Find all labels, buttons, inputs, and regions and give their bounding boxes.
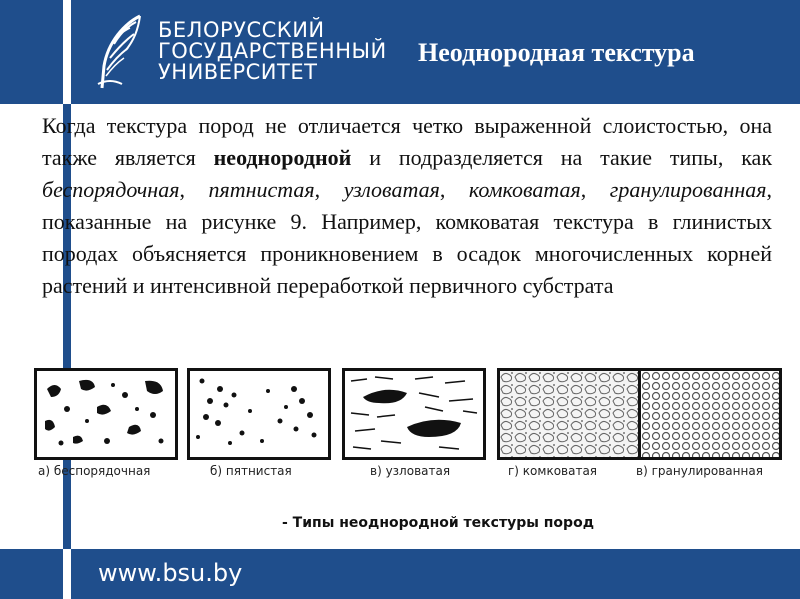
random-texture-image	[37, 371, 175, 457]
separator-3: ,	[439, 177, 469, 202]
university-name	[158, 20, 387, 83]
body-paragraph	[42, 110, 772, 302]
texture-panel-granular	[638, 368, 782, 460]
texture-type-5: гранулированная	[609, 177, 767, 202]
nodular-texture-image	[345, 371, 483, 457]
spotted-texture-image	[190, 371, 328, 457]
slide-title: Неоднородная текстура	[418, 38, 695, 67]
body-bold-term: неоднородной	[213, 145, 352, 170]
quill-feather-icon	[94, 14, 146, 90]
body-text-part-2: и подразделяется на такие типы, как	[351, 145, 773, 170]
texture-panel-nodular	[342, 368, 486, 460]
lumpy-texture-image	[500, 371, 638, 457]
caption-nodular: в) узловатая	[370, 464, 451, 478]
caption-lumpy: г) комковатая	[508, 464, 598, 478]
texture-type-4: комковатая	[468, 177, 581, 202]
texture-panel-lumpy	[497, 368, 641, 460]
university-name-line-2: ГОСУДАРСТВЕННЫЙ	[158, 39, 387, 63]
caption-granular: в) гранулированная	[636, 464, 763, 478]
texture-type-3: узловатая	[343, 177, 440, 202]
footer-url[interactable]: www.bsu.by	[98, 559, 243, 587]
header-divider	[63, 0, 71, 104]
texture-type-2: пятнистая	[208, 177, 315, 202]
caption-spotted: б) пятнистая	[210, 464, 292, 478]
separator-1: ,	[179, 177, 209, 202]
texture-panel-spotted	[187, 368, 331, 460]
texture-panel-random	[34, 368, 178, 460]
caption-random: а) беспорядочная	[38, 464, 151, 478]
texture-type-1: беспорядочная	[42, 177, 180, 202]
body-text-part-3: , показанные на рисунке 9. Например, комковатая текстура в глинистых породах объясняется проникновением в осадок многочисленных корней растений и интенсивной переработкой первичного субстрата	[42, 177, 773, 298]
university-name-line-1: БЕЛОРУССКИЙ	[158, 18, 325, 42]
granular-texture-image	[641, 371, 779, 457]
footer-divider	[63, 549, 71, 599]
footer-bar	[0, 549, 800, 599]
body-text-part-1: Когда текстура пород не отличается четко выраженной слоистостью, она также является	[42, 113, 772, 170]
header-bar	[0, 0, 800, 104]
figure-caption: - Типы неоднородной текстуры пород	[282, 515, 594, 531]
university-name-line-3: УНИВЕРСИТЕТ	[158, 60, 318, 84]
texture-figure	[34, 360, 786, 540]
separator-4: ,	[580, 177, 610, 202]
separator-2: ,	[314, 177, 344, 202]
